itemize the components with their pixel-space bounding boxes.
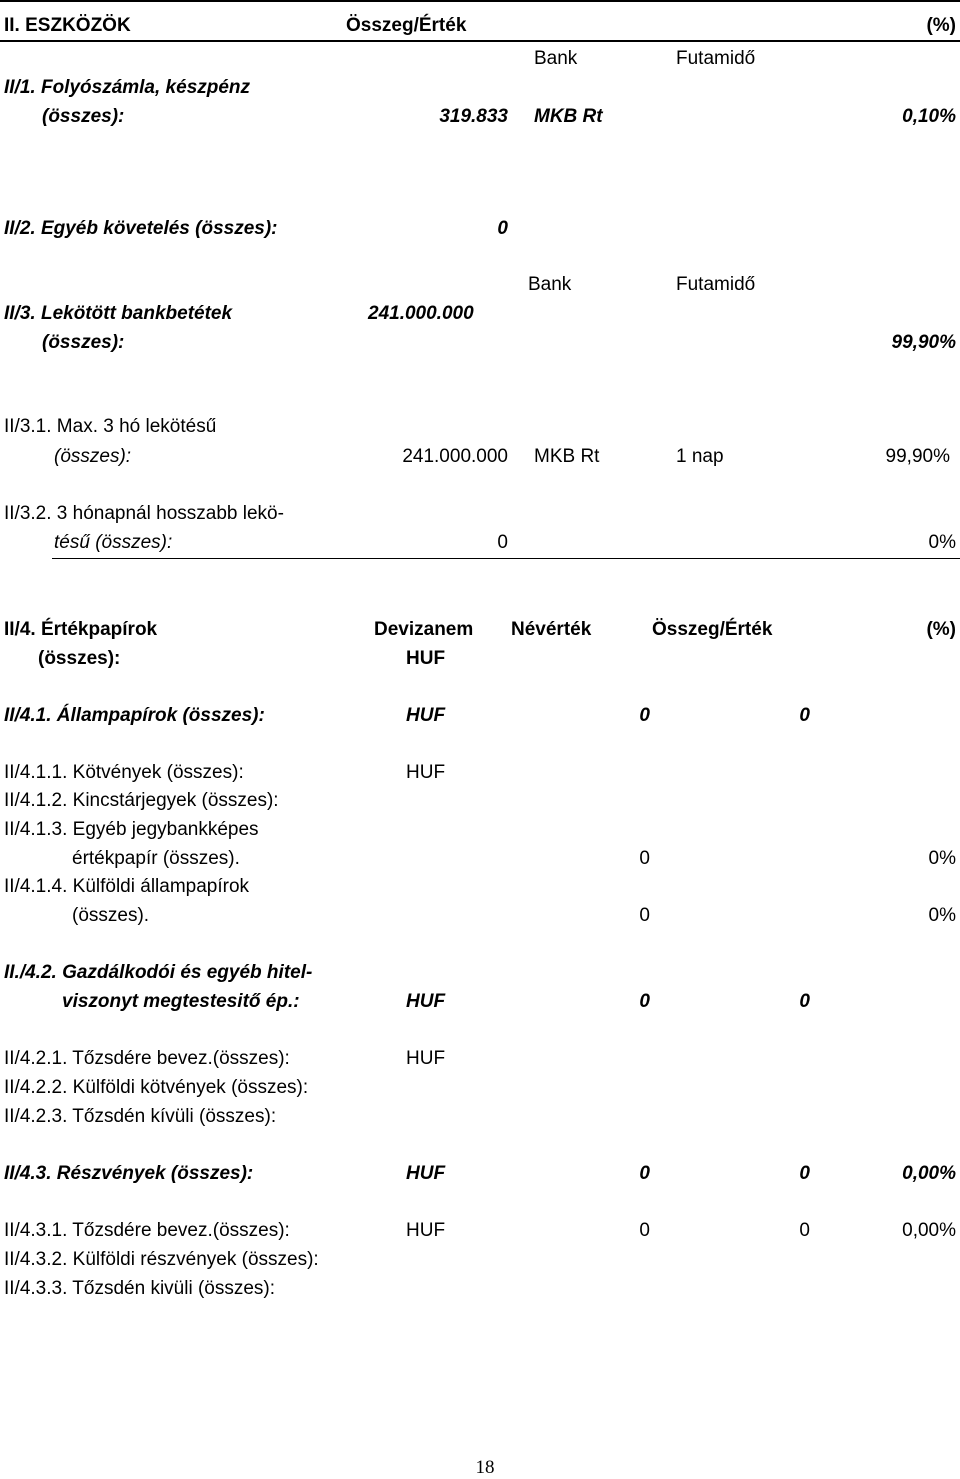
corporate-securities-label: II./4.2. Gazdálkodói és egyéb hitel- [4,962,313,983]
cash-account-bank: MKB Rt [534,106,603,127]
otc-corporate-label: II/4.2.3. Tőzsdén kívüli (összes): [4,1106,277,1127]
nominal-column-header: Névérték [511,619,592,640]
deposits-short-term: 1 nap [676,446,724,467]
bank-column-header-2: Bank [528,274,572,295]
other-eligible-label-cont: értékpapír (összes). [72,848,240,869]
currency-column-header: Devizanem [374,619,474,640]
foreign-government-percent: 0% [928,905,956,926]
percent-column-header: (%) [926,15,956,36]
bonds-label: II/4.1.1. Kötvények (összes): [4,762,244,783]
government-securities-currency: HUF [406,705,446,726]
deposits-short-label-text: II/3.1. Max. 3 hó lekötésű [4,416,217,437]
header-top-rule [0,0,960,2]
corporate-securities-currency: HUF [406,991,446,1012]
shares-currency: HUF [406,1163,446,1184]
shares-label: II/4.3. Részvények (összes): [4,1163,254,1184]
shares-amount: 0 [799,1163,810,1184]
deposits-label-cont: (összes): [42,332,125,353]
deposits-long-label: II/3.2. 3 hónapnál hosszabb lekö- [4,503,284,524]
securities-label-cont: (összes): [38,648,121,669]
header-row [0,0,960,44]
otc-shares-label: II/4.3.3. Tőzsdén kivüli (összes): [4,1278,276,1299]
deposits-short-label [4,416,216,438]
foreign-government-nominal: 0 [639,905,650,926]
government-securities-amount: 0 [799,705,810,726]
treasury-bills-label: II/4.1.2. Kincstárjegyek (összes): [4,790,279,811]
deposits-short-bank: MKB Rt [534,446,600,467]
corporate-securities-label-cont: viszonyt megtestesitő ép.: [62,991,300,1012]
listed-shares-percent: 0,00% [902,1220,956,1241]
listed-corporate-label: II/4.2.1. Tőzsdére bevez.(összes): [4,1048,290,1069]
term-column-header-2: Futamidő [676,274,756,295]
shares-nominal: 0 [639,1163,650,1184]
foreign-government-label: II/4.1.4. Külföldi állampapírok [4,876,250,897]
securities-amount-column-header: Összeg/Érték [652,619,773,640]
section-title: II. ESZKÖZÖK [4,15,131,36]
other-eligible-percent: 0% [928,848,956,869]
listed-shares-currency: HUF [406,1220,446,1241]
foreign-shares-label: II/4.3.2. Külföldi részvények (összes): [4,1249,319,1270]
listed-shares-nominal: 0 [639,1220,650,1241]
deposits-short-amount: 241.000.000 [402,446,508,467]
deposits-long-percent: 0% [928,532,956,553]
cash-account-label-cont: (összes): [42,106,125,127]
listed-shares-label: II/4.3.1. Tőzsdére bevez.(összes): [4,1220,290,1241]
shares-percent: 0,00% [902,1163,956,1184]
securities-currency: HUF [406,648,446,669]
corporate-securities-nominal: 0 [639,991,650,1012]
securities-label: II/4. Értékpapírok [4,619,158,640]
cash-account-label: II/1. Folyószámla, készpénz [4,77,251,98]
other-receivables-label: II/2. Egyéb követelés (összes): [4,218,278,239]
government-securities-label: II/4.1. Állampapírok (összes): [4,705,265,726]
deposits-short-label-cont: (összes): [54,446,132,467]
page-number: 18 [475,1457,495,1478]
listed-shares-amount: 0 [799,1220,810,1241]
amount-column-header: Összeg/Érték [346,15,467,36]
foreign-government-label-cont: (összes). [72,905,150,926]
deposits-long-label-cont: tésű (összes): [54,532,173,553]
deposits-short-percent: 99,90% [885,446,950,467]
government-securities-nominal: 0 [639,705,650,726]
deposits-long-rule [52,558,960,559]
securities-percent-column-header: (%) [926,619,956,640]
term-column-header: Futamidő [676,48,756,69]
other-receivables-amount: 0 [497,218,508,239]
bonds-currency: HUF [406,762,446,783]
deposits-percent: 99,90% [891,332,956,353]
other-eligible-label: II/4.1.3. Egyéb jegybankképes [4,819,259,840]
deposits-long-amount: 0 [497,532,508,553]
other-eligible-nominal: 0 [639,848,650,869]
cash-account-percent: 0,10% [902,106,956,127]
corporate-securities-amount: 0 [799,991,810,1012]
cash-account-amount: 319.833 [439,106,508,127]
bank-column-header: Bank [534,48,578,69]
deposits-label: II/3. Lekötött bankbetétek [4,303,233,324]
listed-corporate-currency: HUF [406,1048,446,1069]
header-bottom-rule [0,40,960,42]
deposits-amount: 241.000.000 [368,303,474,324]
foreign-bonds-label: II/4.2.2. Külföldi kötvények (összes): [4,1077,309,1098]
